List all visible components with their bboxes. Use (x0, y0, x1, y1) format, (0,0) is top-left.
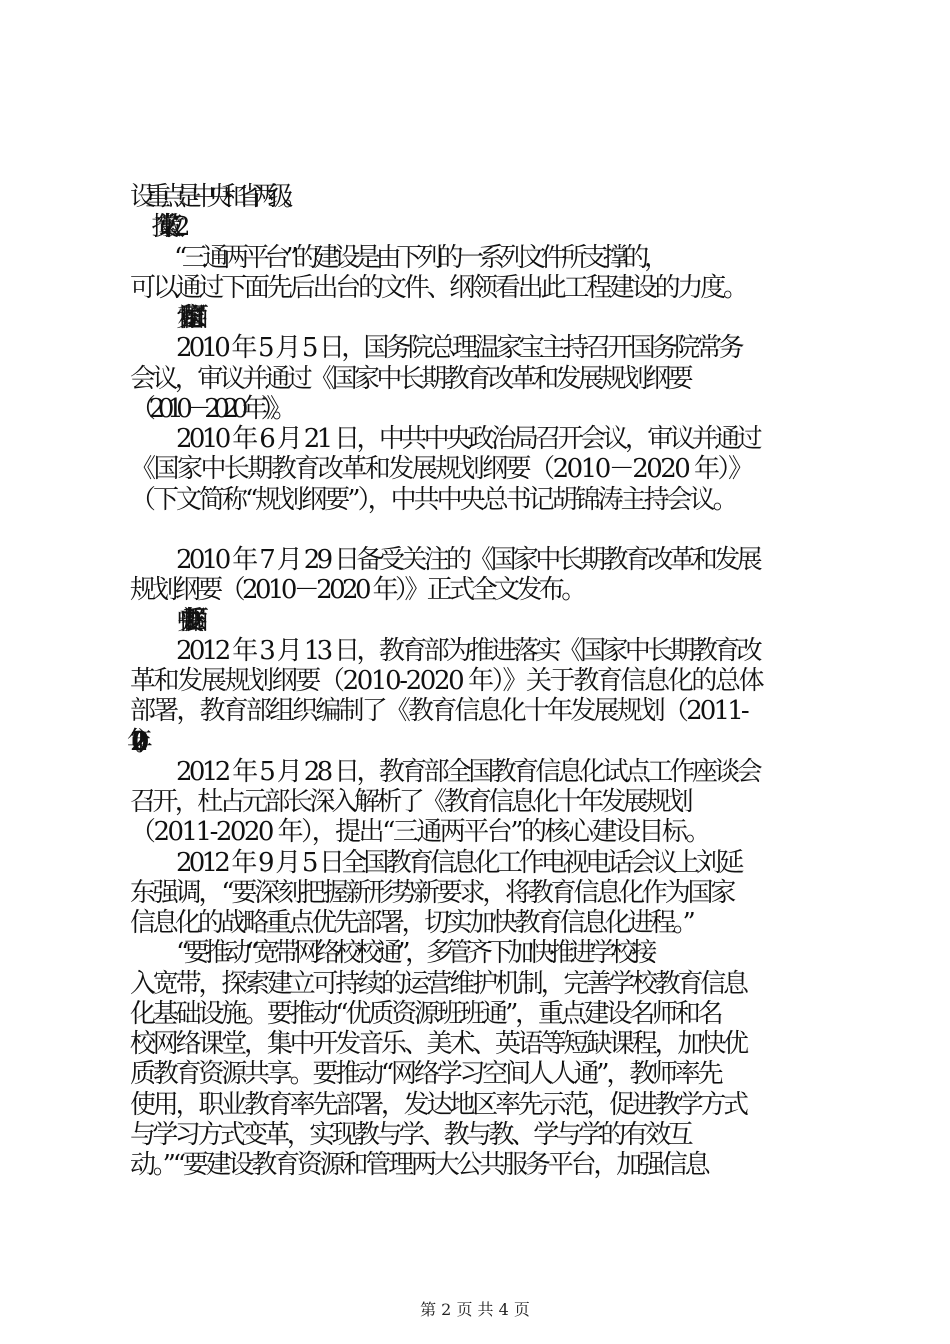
text-line: 入宽带，探索建立可持续的运营维护机制，完善学校教育信息 (130, 969, 746, 999)
text-line: 2012 年 9 月 5 日全国教育信息化工作电视电话会议上刘延 (176, 848, 741, 878)
text-line: 2010 年 5 月 5 日，国务院总理温家宝主持召开国务院常务 (176, 333, 741, 363)
section-heading (174, 212, 950, 242)
text-line: “三通两平台”的建设是由下列的一系列文件所支撑的， (174, 243, 665, 273)
text-line: 与学习方式变革，实现教与学、教与教、学与学的有效互 (130, 1120, 691, 1150)
text-line: 2020 年）。 (130, 727, 146, 757)
text-line: 动。”“要建设教育资源和管理两大公共服务平台，加强信息 (130, 1150, 708, 1180)
text-line: 召开，杜占元部长深入解析了《教育信息化十年发展规划 (130, 787, 691, 817)
text-line: “要推动“宽带网络校校通”，多管齐下加快推进学校接 (176, 938, 652, 968)
text-line: 《国家中长期教育改革和发展规划纲要（2010－2020 年）》 (130, 454, 752, 484)
text-line: 2012 年 5 月 28 日，教育部全国教育信息化试点工作座谈会 (176, 757, 759, 787)
text-line: 可以通过下面先后出台的文件、纲领看出此工程建设的力度。 (130, 273, 746, 303)
text-line: （下文简称“规划纲要”），中共中央总书记胡锦涛主持会议。 (130, 485, 736, 515)
text-line: 规划纲要（2010－2020 年）》正式全文发布。 (130, 575, 584, 605)
text-line: 2010 年 6 月 21 日，中共中央政治局召开会议，审议并通过 (176, 424, 759, 454)
text-line: 化基础设施。要推动“优质资源班班通”，重点建设名师和名 (130, 999, 721, 1029)
text-line: 质教育资源共享。要推动“网络学习空间人人通”，教师率先 (130, 1059, 721, 1089)
text-line: 校网络课堂，集中开发音乐、美术、英语等短缺课程，加快优 (130, 1029, 746, 1059)
text-line: 2012 年 3 月 13 日，教育部为推进落实《国家中长期教育改 (176, 636, 759, 666)
text-line: 使用，职业教育率先部署，发达地区率先示范，促进教学方式 (130, 1090, 746, 1120)
text-line: 2010 年 7 月 29 日备受关注的《国家中长期教育改革和发展 (176, 545, 759, 575)
text-line: （2010－2020 年）》。 (130, 394, 291, 424)
page-footer: 第 2 页 共 4 页 (420, 1300, 530, 1319)
text-line: 信息化的战略重点优先部署，切实加快教育信息化进程。” (130, 908, 693, 938)
text-line: 设重点是中央和省两级。 (130, 182, 298, 212)
text-line: 部署，教育部组织编制了《教育信息化十年发展规划（2011- (130, 696, 747, 726)
subsection-label: 党和国家层面： (176, 303, 187, 333)
text-line: 革和发展规划纲要（2010-2020 年）》关于教育信息化的总体 (130, 666, 763, 696)
text-line: （2011-2020 年），提出“三通两平台”的核心建设目标。 (130, 817, 709, 847)
text-line: 会议，审议并通过《国家中长期教育改革和发展规划纲要 (130, 364, 691, 394)
text-line: 东强调，“要深刻把握新形势新要求，将教育信息化作为国家 (130, 878, 734, 908)
subsection-label: 中央部委层面： (176, 606, 187, 636)
